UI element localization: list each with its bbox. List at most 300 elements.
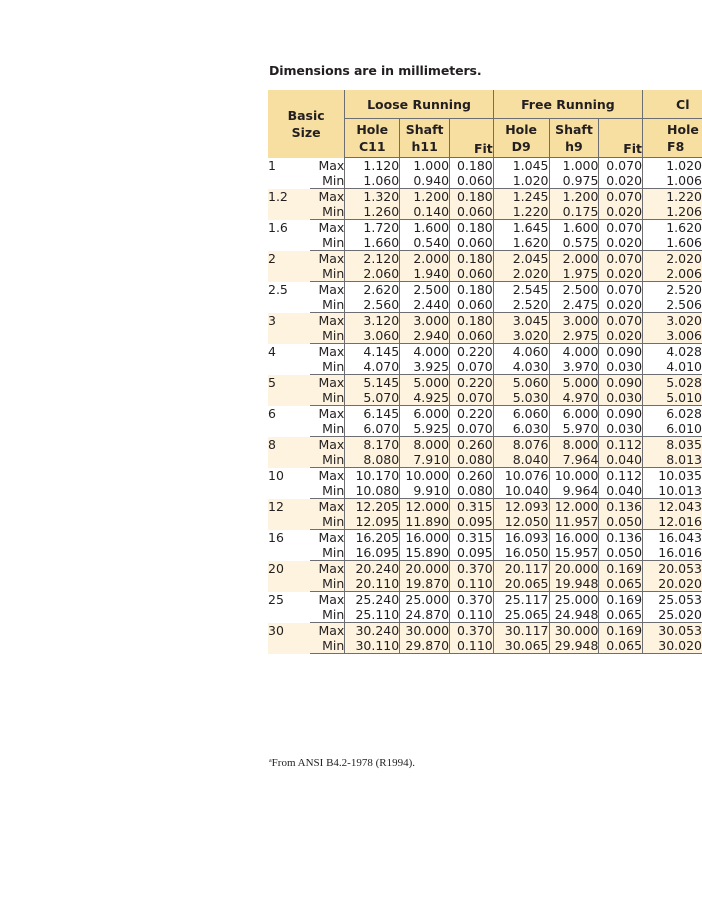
value-cell: 20.110: [345, 576, 400, 592]
max-label: Max: [318, 220, 345, 235]
table-row: [268, 406, 702, 422]
value-cell: 30.053: [643, 623, 702, 639]
value-cell: 10.080: [345, 483, 400, 499]
min-label: Min: [310, 173, 345, 189]
table-row: [268, 390, 702, 406]
value-cell: 5.970: [549, 421, 599, 437]
value-cell: 2.545: [493, 282, 549, 298]
value-cell: 3.120: [345, 313, 400, 329]
table-row: [268, 235, 702, 251]
value-cell: 11.890: [400, 514, 450, 530]
value-cell: 1.220: [643, 189, 702, 205]
value-cell: 0.070: [599, 158, 643, 174]
min-label: Min: [310, 452, 345, 468]
value-cell: 0.020: [599, 297, 643, 313]
value-cell: 29.870: [400, 638, 450, 654]
value-cell: 10.013: [643, 483, 702, 499]
value-cell: 2.020: [643, 251, 702, 267]
value-cell: 5.060: [493, 375, 549, 391]
value-cell: 30.065: [493, 638, 549, 654]
value-cell: 0.020: [599, 235, 643, 251]
value-cell: 0.030: [599, 421, 643, 437]
value-cell: 0.050: [599, 545, 643, 561]
table-row: [268, 483, 702, 499]
value-cell: 5.010: [643, 390, 702, 406]
value-cell: 1.606: [643, 235, 702, 251]
table-body: [268, 158, 702, 654]
value-cell: 12.000: [549, 499, 599, 515]
value-cell: 0.080: [450, 452, 494, 468]
value-cell: 5.028: [643, 375, 702, 391]
value-cell: 1.620: [643, 220, 702, 236]
table-row: [268, 220, 702, 236]
value-cell: 1.060: [345, 173, 400, 189]
value-cell: 0.070: [450, 359, 494, 375]
value-cell: 25.000: [400, 592, 450, 608]
value-cell: 2.060: [345, 266, 400, 282]
value-cell: 20.053: [643, 561, 702, 577]
value-cell: 0.090: [599, 344, 643, 360]
value-cell: 0.180: [450, 220, 494, 236]
value-cell: 0.095: [450, 545, 494, 561]
value-cell: 10.000: [400, 468, 450, 484]
value-cell: 0.180: [450, 251, 494, 267]
value-cell: 1.120: [345, 158, 400, 174]
value-cell: 0.020: [599, 173, 643, 189]
value-cell: 20.020: [643, 576, 702, 592]
value-cell: 30.117: [493, 623, 549, 639]
value-cell: 0.020: [599, 266, 643, 282]
value-cell: 0.020: [599, 328, 643, 344]
value-cell: 0.180: [450, 189, 494, 205]
table-row: [268, 623, 702, 639]
value-cell: 3.000: [549, 313, 599, 329]
value-cell: 0.060: [450, 266, 494, 282]
value-cell: 0.065: [599, 607, 643, 623]
min-label: Min: [310, 390, 345, 406]
value-cell: 0.110: [450, 576, 494, 592]
value-cell: 16.093: [493, 530, 549, 546]
value-cell: 6.028: [643, 406, 702, 422]
basic-size-cell: 12: [268, 499, 310, 530]
value-cell: 0.060: [450, 235, 494, 251]
value-cell: 15.890: [400, 545, 450, 561]
basic-size-cell: 25: [268, 591, 284, 607]
value-cell: 8.000: [549, 437, 599, 453]
table-row: [268, 282, 702, 298]
value-cell: 0.175: [549, 204, 599, 220]
value-cell: 16.095: [345, 545, 400, 561]
value-cell: 2.006: [643, 266, 702, 282]
value-cell: 0.020: [599, 204, 643, 220]
value-cell: 4.000: [400, 344, 450, 360]
table-row: [268, 576, 702, 592]
max-label: Max: [310, 313, 345, 329]
basic-size-cell: 2.5: [268, 281, 288, 297]
table-row: [268, 251, 702, 267]
value-cell: 12.095: [345, 514, 400, 530]
value-cell: 25.240: [345, 592, 400, 608]
min-label: Min: [310, 514, 345, 530]
value-cell: 30.000: [400, 623, 450, 639]
value-cell: 4.030: [493, 359, 549, 375]
value-cell: 0.065: [599, 638, 643, 654]
value-cell: 0.060: [450, 204, 494, 220]
value-cell: 0.315: [450, 530, 494, 546]
max-label: Max: [318, 468, 345, 483]
free-fit-header: Fit: [599, 119, 643, 158]
basic-size-cell: 10: [268, 467, 284, 483]
value-cell: 0.136: [599, 530, 643, 546]
value-cell: 0.040: [599, 483, 643, 499]
value-cell: 2.560: [345, 297, 400, 313]
value-cell: 8.035: [643, 437, 702, 453]
value-cell: 1.045: [493, 158, 549, 174]
table-row: [268, 344, 702, 360]
value-cell: 16.050: [493, 545, 549, 561]
value-cell: 5.070: [345, 390, 400, 406]
value-cell: 0.060: [450, 328, 494, 344]
loose-fit-header: Fit: [450, 119, 494, 158]
min-label: Min: [310, 297, 345, 313]
value-cell: 3.020: [493, 328, 549, 344]
value-cell: 1.600: [400, 220, 450, 236]
basic-size-cell: 5: [268, 375, 310, 406]
value-cell: 1.660: [345, 235, 400, 251]
value-cell: 0.060: [450, 297, 494, 313]
value-cell: 25.053: [643, 592, 702, 608]
value-cell: 0.575: [549, 235, 599, 251]
value-cell: 0.070: [450, 390, 494, 406]
value-cell: 0.169: [599, 623, 643, 639]
value-cell: 4.060: [493, 344, 549, 360]
max-label: Max: [310, 623, 345, 639]
basic-size-cell: 1.2: [268, 189, 310, 220]
value-cell: 12.093: [493, 499, 549, 515]
value-cell: 3.045: [493, 313, 549, 329]
value-cell: 0.070: [599, 251, 643, 267]
value-cell: 10.170: [345, 468, 400, 484]
max-label: Max: [310, 561, 345, 577]
value-cell: 1.200: [400, 189, 450, 205]
basic-size-cell: 16: [268, 529, 284, 545]
value-cell: 30.110: [345, 638, 400, 654]
value-cell: 19.870: [400, 576, 450, 592]
value-cell: 0.070: [599, 220, 643, 236]
value-cell: 24.948: [549, 607, 599, 623]
table-row: [268, 452, 702, 468]
value-cell: 0.260: [450, 468, 494, 484]
value-cell: 30.240: [345, 623, 400, 639]
value-cell: 4.070: [345, 359, 400, 375]
value-cell: 0.050: [599, 514, 643, 530]
table-row: [268, 375, 702, 391]
value-cell: 25.065: [493, 607, 549, 623]
table-row: [268, 592, 702, 608]
min-label: Min: [310, 235, 345, 251]
footnote-marker: a: [269, 758, 272, 764]
table-heading: Dimensions are in millimeters.: [269, 63, 482, 78]
iso-fits-table: [268, 90, 702, 654]
value-cell: 2.940: [400, 328, 450, 344]
table-row: [268, 266, 702, 282]
value-cell: 29.948: [549, 638, 599, 654]
basic-size-cell: 30: [268, 623, 310, 654]
value-cell: 30.000: [549, 623, 599, 639]
value-cell: 1.206: [643, 204, 702, 220]
value-cell: 0.140: [400, 204, 450, 220]
table-row: [268, 437, 702, 453]
value-cell: 25.020: [643, 607, 702, 623]
value-cell: 2.520: [493, 297, 549, 313]
value-cell: 0.040: [599, 452, 643, 468]
max-label: Max: [318, 282, 345, 297]
value-cell: 0.070: [450, 421, 494, 437]
value-cell: 6.070: [345, 421, 400, 437]
table-row: [268, 173, 702, 189]
footnote-text: From ANSI B4.2-1978 (R1994).: [271, 757, 415, 769]
value-cell: 12.016: [643, 514, 702, 530]
basic-size-cell: 20: [268, 561, 310, 592]
value-cell: 0.975: [549, 173, 599, 189]
min-label: Min: [310, 638, 345, 654]
value-cell: 9.910: [400, 483, 450, 499]
hole-f8-header: Hole F8: [643, 119, 702, 158]
free-running-group-header: Free Running: [493, 90, 642, 119]
value-cell: 0.540: [400, 235, 450, 251]
value-cell: 1.260: [345, 204, 400, 220]
value-cell: 4.925: [400, 390, 450, 406]
value-cell: 25.000: [549, 592, 599, 608]
value-cell: 0.060: [450, 173, 494, 189]
basic-size-cell: 3: [268, 313, 310, 344]
value-cell: 0.370: [450, 592, 494, 608]
hole-d9-header: Hole D9: [493, 119, 549, 158]
value-cell: 0.370: [450, 623, 494, 639]
value-cell: 2.520: [643, 282, 702, 298]
table-row: [268, 189, 702, 205]
value-cell: 2.500: [400, 282, 450, 298]
value-cell: 0.180: [450, 313, 494, 329]
min-label: Min: [310, 204, 345, 220]
value-cell: 8.080: [345, 452, 400, 468]
value-cell: 4.970: [549, 390, 599, 406]
table-row: [268, 204, 702, 220]
value-cell: 0.180: [450, 158, 494, 174]
value-cell: 0.220: [450, 344, 494, 360]
value-cell: 8.170: [345, 437, 400, 453]
min-label: Min: [310, 266, 345, 282]
value-cell: 8.040: [493, 452, 549, 468]
value-cell: 0.030: [599, 359, 643, 375]
value-cell: 3.020: [643, 313, 702, 329]
value-cell: 24.870: [400, 607, 450, 623]
value-cell: 20.240: [345, 561, 400, 577]
value-cell: 3.060: [345, 328, 400, 344]
value-cell: 0.315: [450, 499, 494, 515]
basic-size-header: Basic Size: [268, 90, 345, 158]
value-cell: 2.440: [400, 297, 450, 313]
max-label: Max: [318, 592, 345, 607]
table-row: [268, 359, 702, 375]
value-cell: 20.117: [493, 561, 549, 577]
value-cell: 5.030: [493, 390, 549, 406]
max-label: Max: [310, 251, 345, 267]
value-cell: 0.370: [450, 561, 494, 577]
max-label: Max: [318, 406, 345, 421]
shaft-h9-header: Shaft h9: [549, 119, 599, 158]
value-cell: 0.070: [599, 313, 643, 329]
value-cell: 25.110: [345, 607, 400, 623]
value-cell: 12.050: [493, 514, 549, 530]
value-cell: 0.070: [599, 189, 643, 205]
value-cell: 6.010: [643, 421, 702, 437]
value-cell: 19.948: [549, 576, 599, 592]
value-cell: 1.000: [400, 158, 450, 174]
value-cell: 10.000: [549, 468, 599, 484]
value-cell: 12.043: [643, 499, 702, 515]
value-cell: 0.169: [599, 561, 643, 577]
value-cell: 2.000: [549, 251, 599, 267]
value-cell: 1.940: [400, 266, 450, 282]
value-cell: 6.000: [400, 406, 450, 422]
table-row: [268, 328, 702, 344]
value-cell: 0.136: [599, 499, 643, 515]
value-cell: 9.964: [549, 483, 599, 499]
table-row: [268, 638, 702, 654]
value-cell: 2.120: [345, 251, 400, 267]
value-cell: 4.145: [345, 344, 400, 360]
value-cell: 2.620: [345, 282, 400, 298]
min-label: Min: [310, 483, 345, 499]
basic-size-cell: 1: [268, 157, 276, 173]
min-label: Min: [310, 576, 345, 592]
table-row: [268, 421, 702, 437]
max-label: Max: [318, 157, 345, 173]
table-row: [268, 530, 702, 546]
max-label: Max: [318, 530, 345, 545]
min-label: Min: [310, 421, 345, 437]
value-cell: 1.975: [549, 266, 599, 282]
table-row: [268, 545, 702, 561]
value-cell: 0.090: [599, 406, 643, 422]
basic-size-cell: 8: [268, 437, 310, 468]
value-cell: 4.028: [643, 344, 702, 360]
basic-size-cell: 2: [268, 251, 310, 282]
value-cell: 8.076: [493, 437, 549, 453]
value-cell: 8.000: [400, 437, 450, 453]
basic-size-cell: 6: [268, 405, 276, 421]
value-cell: 25.117: [493, 592, 549, 608]
value-cell: 20.000: [400, 561, 450, 577]
table-row: [268, 313, 702, 329]
value-cell: 0.070: [599, 282, 643, 298]
value-cell: 6.145: [345, 406, 400, 422]
table-row: [268, 297, 702, 313]
value-cell: 1.200: [549, 189, 599, 205]
value-cell: 0.940: [400, 173, 450, 189]
value-cell: 0.090: [599, 375, 643, 391]
max-label: Max: [310, 189, 345, 205]
value-cell: 0.065: [599, 576, 643, 592]
value-cell: 20.000: [549, 561, 599, 577]
value-cell: 0.110: [450, 638, 494, 654]
value-cell: 0.220: [450, 406, 494, 422]
value-cell: 8.013: [643, 452, 702, 468]
value-cell: 1.220: [493, 204, 549, 220]
value-cell: 0.080: [450, 483, 494, 499]
min-label: Min: [310, 545, 345, 561]
value-cell: 0.095: [450, 514, 494, 530]
value-cell: 1.320: [345, 189, 400, 205]
value-cell: 3.925: [400, 359, 450, 375]
value-cell: 1.600: [549, 220, 599, 236]
value-cell: 16.016: [643, 545, 702, 561]
value-cell: 5.000: [549, 375, 599, 391]
value-cell: 16.000: [400, 530, 450, 546]
value-cell: 2.975: [549, 328, 599, 344]
value-cell: 5.925: [400, 421, 450, 437]
table-row: [268, 499, 702, 515]
value-cell: 12.205: [345, 499, 400, 515]
table-row: [268, 561, 702, 577]
min-label: Min: [310, 359, 345, 375]
basic-size-cell: 4: [268, 343, 276, 359]
value-cell: 0.112: [599, 437, 643, 453]
value-cell: 1.245: [493, 189, 549, 205]
max-label: Max: [310, 375, 345, 391]
value-cell: 0.260: [450, 437, 494, 453]
value-cell: 2.045: [493, 251, 549, 267]
value-cell: 10.040: [493, 483, 549, 499]
value-cell: 4.010: [643, 359, 702, 375]
close-running-group-header: Cl: [643, 90, 702, 119]
value-cell: 1.020: [643, 158, 702, 174]
value-cell: 10.035: [643, 468, 702, 484]
value-cell: 2.000: [400, 251, 450, 267]
value-cell: 16.043: [643, 530, 702, 546]
footnote: [269, 757, 415, 769]
value-cell: 1.000: [549, 158, 599, 174]
value-cell: 7.964: [549, 452, 599, 468]
hole-c11-header: Hole C11: [345, 119, 400, 158]
value-cell: 3.006: [643, 328, 702, 344]
value-cell: 5.145: [345, 375, 400, 391]
value-cell: 10.076: [493, 468, 549, 484]
loose-running-group-header: Loose Running: [345, 90, 493, 119]
value-cell: 12.000: [400, 499, 450, 515]
value-cell: 0.110: [450, 607, 494, 623]
value-cell: 1.020: [493, 173, 549, 189]
value-cell: 0.180: [450, 282, 494, 298]
value-cell: 7.910: [400, 452, 450, 468]
value-cell: 3.970: [549, 359, 599, 375]
value-cell: 0.220: [450, 375, 494, 391]
value-cell: 15.957: [549, 545, 599, 561]
value-cell: 0.030: [599, 390, 643, 406]
value-cell: 5.000: [400, 375, 450, 391]
value-cell: 2.506: [643, 297, 702, 313]
value-cell: 1.645: [493, 220, 549, 236]
value-cell: 16.205: [345, 530, 400, 546]
value-cell: 16.000: [549, 530, 599, 546]
value-cell: 6.030: [493, 421, 549, 437]
max-label: Max: [318, 344, 345, 359]
value-cell: 0.112: [599, 468, 643, 484]
table-row: [268, 607, 702, 623]
table-row: [268, 514, 702, 530]
value-cell: 2.475: [549, 297, 599, 313]
